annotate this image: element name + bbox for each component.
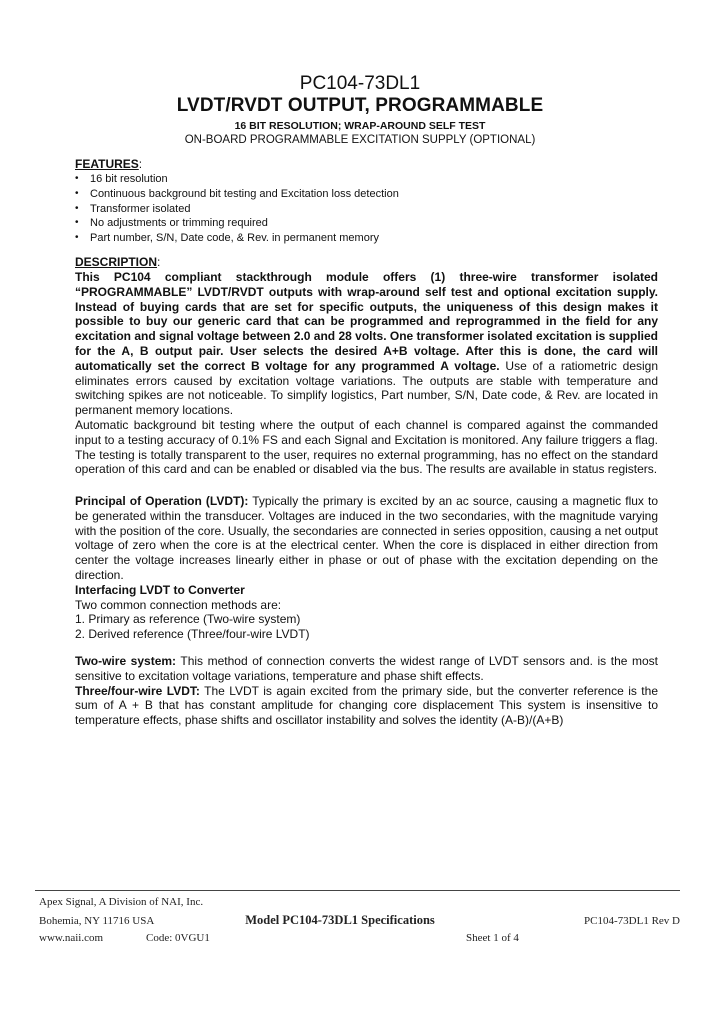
subtitle-resolution: 16 BIT RESOLUTION; WRAP-AROUND SELF TEST xyxy=(234,120,486,132)
footer-part-rev: PC104-73DL1 Rev D xyxy=(584,915,680,927)
part-number-title: PC104-73DL1 xyxy=(299,73,421,94)
interfacing-intro: Two common connection methods are: xyxy=(75,597,282,612)
method-item: 2. Derived reference (Three/four-wire LVDT) xyxy=(75,627,310,642)
feature-item: • Part number, S/N, Date code, & Rev. in permanent memory xyxy=(75,231,658,246)
method-item: 1. Primary as reference (Two-wire system) xyxy=(75,612,301,627)
subtitle-excitation: ON-BOARD PROGRAMMABLE EXCITATION SUPPLY (OPTIONAL) xyxy=(184,134,536,146)
description-plain-text: Use of a ratiometric design eliminates errors caused by excitation voltage variations. The outputs are stable with temperature and switching spikes are not noticeable. To simplify logistics, Part number, S/N, Date code, & Rev. are located in permanent memory locations. xyxy=(75,358,659,418)
interfacing-heading: Interfacing LVDT to Converter xyxy=(75,582,245,597)
principal-label: Principal of Operation (LVDT): xyxy=(75,494,249,508)
connection-methods-list xyxy=(75,612,658,642)
principal-text: Typically the primary is excited by an ac source, causing a magnetic flux to be generated within the transducer. Voltages are induced in the two secondaries, with the magnitude varying with the position of the core. Usually, the secondaries are connected in series opposition, causing a net output voltage of zero when the core is at the electrical center. When the core is displaced in either direction from center the voltage increases linearly either in phase or out of phase with the excitation depending on the direction. xyxy=(75,494,658,582)
feature-item: • No adjustments or trimming required xyxy=(75,216,658,231)
feature-item: • Continuous background bit testing and Excitation loss detection xyxy=(75,187,658,202)
footer-model: Model PC104-73DL1 Specifications xyxy=(245,913,435,927)
description-body xyxy=(75,270,658,477)
product-title: LVDT/RVDT OUTPUT, PROGRAMMABLE xyxy=(176,95,544,116)
three-wire-label: Three/four-wire LVDT: xyxy=(75,683,200,698)
description-paragraph-2: Automatic background bit testing where the output of each channel is compared against the commanded input to a testing accuracy of 0.1% FS and each Signal and Excitation is monitored. Any failure triggers a flag. The testing is totally transparent to the user, requires no external programming, has no effect on the standard operation of this card and can be enabled or disabled via the bus. The results are available in status registers. xyxy=(75,417,658,477)
feature-item: • Transformer isolated xyxy=(75,202,658,217)
three-wire-paragraph xyxy=(75,684,658,728)
footer-code: Code: 0VGU1 xyxy=(146,932,210,944)
features-list xyxy=(75,172,658,246)
two-wire-text: This method of connection converts the widest range of LVDT sensors and. is the most sensitive to excitation voltage variations, temperature and phase shift effects. xyxy=(75,653,658,683)
description-paragraph-1 xyxy=(75,270,658,418)
principal-paragraph xyxy=(75,494,658,583)
footer-company: Apex Signal, A Division of NAI, Inc. xyxy=(39,896,204,908)
three-wire-text: The LVDT is again excited from the primary side, but the converter reference is the sum of A + B that has constant amplitude for changing core displacement This system is insensitive to temperature effects, phase shifts and oscillator instability and solves the identity (A-B)/(A+B) xyxy=(75,683,658,728)
footer-sheet: Sheet 1 of 4 xyxy=(466,932,519,944)
features-heading: FEATURES: xyxy=(75,157,143,171)
footer-divider xyxy=(35,890,680,891)
description-heading: DESCRIPTION: xyxy=(75,255,161,269)
two-wire-label: Two-wire system: xyxy=(75,653,177,668)
principal-section xyxy=(75,494,658,728)
two-wire-paragraph xyxy=(75,654,658,684)
feature-item: • 16 bit resolution xyxy=(75,172,658,187)
description-bold-text: This PC104 compliant stackthrough module offers (1) three-wire transformer isolated “PROGRAMMABLE” LVDT/RVDT outputs with wrap-around self test and optional excitation supply. Instead of buying cards that are set for specific outputs, the uniqueness of this design makes it possible to buy our generic card that can be programmed and reprogrammed in the field for any excitation and signal voltage between 2.0 and 28 volts. One transformer isolated excitation is supplied for the A, B output pair. User selects the desired A+B voltage. After this is done, the card will automatically set the correct B voltage for any programmed A voltage. xyxy=(75,270,658,373)
footer-website: www.naii.com xyxy=(39,932,104,944)
footer-address: Bohemia, NY 11716 USA xyxy=(39,915,155,927)
